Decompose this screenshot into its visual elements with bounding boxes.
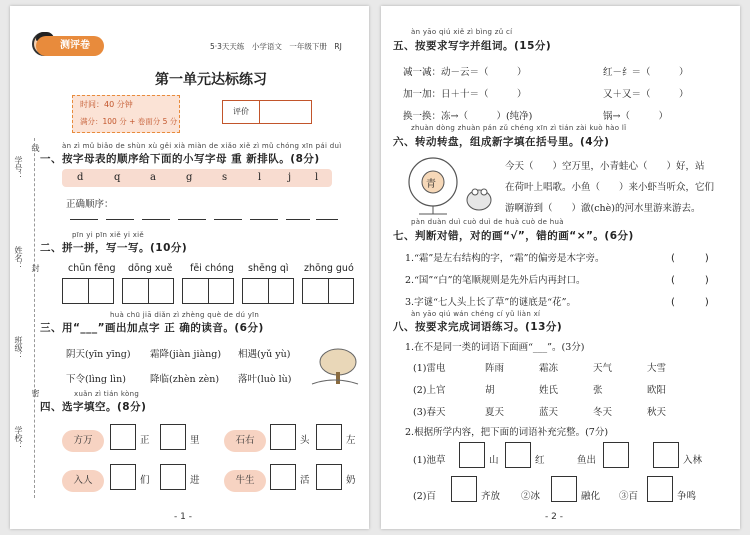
answer-line[interactable]	[286, 219, 310, 220]
q7-pinyin: pàn duàn duì cuò duì de huà cuò de huà	[411, 218, 564, 226]
pinyin-word-4: shēng qì	[248, 263, 289, 274]
answer-line[interactable]	[316, 219, 338, 220]
writing-box[interactable]	[302, 278, 354, 304]
writing-box[interactable]	[62, 278, 114, 304]
q4-title: 四、选字填空。(8分)	[40, 401, 147, 413]
q7-title: 七、判断对错，对的画“√”，错的画“×”。(6分)	[393, 230, 634, 242]
fill-box[interactable]	[505, 442, 531, 468]
letter-2: q	[114, 172, 121, 183]
char-5: 们	[140, 475, 150, 486]
word-r2-2[interactable]: 胡	[485, 385, 495, 396]
letter-3: a	[150, 172, 156, 183]
fill-text-4: 鱼出	[577, 455, 597, 466]
side-label-name: 姓名：	[14, 246, 23, 270]
fill-box[interactable]	[603, 442, 629, 468]
writing-box[interactable]	[242, 278, 294, 304]
side-label-id: 学号：	[14, 156, 23, 180]
binding-line	[34, 138, 35, 498]
q7-item-3: 3.字谜“七人头上长了草”的谜底是“花”。	[405, 297, 576, 308]
word-r3-2[interactable]: 夏天	[485, 407, 505, 418]
judge-box[interactable]: ( )	[671, 253, 709, 264]
q6-line-1: 今天（ ）空万里，小青蛙心（ ）好，站	[505, 161, 705, 172]
choice-pair-1: 方万	[62, 430, 104, 452]
choice-pair-4: 牛生	[224, 470, 266, 492]
char-8: 奶	[346, 475, 356, 486]
letter-4: g	[186, 172, 193, 183]
word-r1-2[interactable]: 阵雨	[485, 363, 505, 374]
letter-6: l	[258, 172, 262, 183]
q7-item-1: 1.“霜”是左右结构的字，“霜”的偏旁是木字旁。	[405, 253, 605, 264]
char-7: 活	[300, 475, 310, 486]
word-r2-4[interactable]: 张	[593, 385, 603, 396]
q6-line-3: 游啊游到（ ）澈(chè)的河水里游来游去。	[505, 203, 701, 214]
wheel-center-char: 青	[426, 179, 436, 190]
fill-text-2: 山	[489, 455, 499, 466]
fill-box[interactable]	[316, 424, 342, 450]
choice-pair-3: 入人	[62, 470, 104, 492]
wheel-illustration	[399, 152, 499, 218]
answer-line[interactable]	[106, 219, 134, 220]
answer-line[interactable]	[178, 219, 206, 220]
char-6: 进	[190, 475, 200, 486]
letter-7: j	[288, 172, 292, 183]
judge-box[interactable]: ( )	[671, 275, 709, 286]
word-r2-5[interactable]: 欧阳	[647, 385, 667, 396]
side-mark-1: 线	[31, 144, 40, 152]
side-mark-2: 封	[31, 264, 40, 272]
side-label-school: 学校：	[14, 426, 23, 450]
q5-row-3: 加一加：日＋十＝（ ）	[403, 89, 527, 100]
eval-box	[222, 100, 312, 124]
page-number: - 1 -	[174, 512, 192, 522]
q5-title: 五、按要求写字并组词。(15分)	[393, 40, 552, 52]
q1-title: 一、按字母表的顺序给下面的小写字母 重 新排队。(8分)	[40, 153, 320, 165]
q2-pinyin: pīn yi pīn xiě yi xiě	[72, 231, 145, 239]
q8-title: 八、按要求完成词语练习。(13分)	[393, 321, 563, 333]
answer-line[interactable]	[70, 219, 98, 220]
fill-box[interactable]	[110, 424, 136, 450]
char-4: 左	[346, 435, 356, 446]
judge-box[interactable]: ( )	[671, 297, 709, 308]
char-1: 正	[140, 435, 150, 446]
q5-row-4: 又＋又＝（ ）	[603, 89, 689, 100]
word-r1-5[interactable]: 大雪	[647, 363, 667, 374]
eval-label: 评价	[223, 101, 260, 123]
writing-box[interactable]	[122, 278, 174, 304]
word-r3-5[interactable]: 秋天	[647, 407, 667, 418]
word-r1-3[interactable]: 霜冻	[539, 363, 559, 374]
word-r1-1[interactable]: (1)雷电	[413, 363, 446, 374]
answer-line[interactable]	[214, 219, 242, 220]
right-page	[381, 6, 740, 529]
q6-pinyin: zhuàn dòng zhuàn pán zǔ chéng xīn zì tián zài kuò hào lǐ	[411, 124, 627, 132]
word-r3-4[interactable]: 冬天	[593, 407, 613, 418]
page-number: - 2 -	[545, 512, 563, 522]
reading-item-1[interactable]: 阴天(yīn yīng)	[66, 349, 131, 360]
fill-text-3: 红	[535, 455, 545, 466]
score-label: 满分：100 分 + 卷面分 5 分	[80, 117, 178, 126]
q5-row-5: 换一换：冻→（ ）(纯净)	[403, 111, 533, 122]
fill-box[interactable]	[270, 464, 296, 490]
choice-pair-2: 石右	[224, 430, 266, 452]
char-3: 头	[300, 435, 310, 446]
fill-box[interactable]	[270, 424, 296, 450]
fill-text-11: 争鸣	[677, 491, 697, 502]
fill-text-8: ②冰	[521, 491, 541, 502]
char-2: 里	[190, 435, 200, 446]
reading-item-6[interactable]: 落叶(luò lù)	[238, 374, 292, 385]
answer-line[interactable]	[250, 219, 278, 220]
word-r1-4[interactable]: 天气	[593, 363, 613, 374]
test-badge: 测评卷	[36, 36, 104, 56]
reading-item-3[interactable]: 相遇(yǔ yù)	[238, 349, 291, 360]
word-r2-1[interactable]: (2)上官	[413, 385, 446, 396]
reading-item-4[interactable]: 下令(lìng lìn)	[66, 374, 126, 385]
reading-item-2[interactable]: 霜降(jiàn jiàng)	[150, 349, 222, 360]
time-label: 时间：40 分钟	[80, 100, 133, 109]
q3-pinyin: huà chū jiā diǎn zì zhèng què de dú yīn	[110, 311, 260, 319]
fill-box[interactable]	[316, 464, 342, 490]
letter-1: d	[77, 172, 84, 183]
q6-title: 六、转动转盘，组成新字填在括号里。(4分)	[393, 136, 610, 148]
letter-bar	[62, 169, 332, 187]
reading-item-5[interactable]: 降临(zhèn zèn)	[150, 374, 220, 385]
side-mark-3: 密	[31, 389, 40, 397]
q5-row-1: 减一减：动－云＝（ ）	[403, 67, 527, 78]
answer-line[interactable]	[142, 219, 170, 220]
pinyin-word-3: fēi chóng	[190, 263, 234, 274]
page-title: 第一单元达标练习	[155, 72, 267, 88]
side-label-class: 班级：	[14, 336, 23, 360]
series-label: 5·3天天练 小学语文 一年级下册 RJ	[210, 42, 342, 51]
fill-box[interactable]	[110, 464, 136, 490]
fill-text-9: 融化	[581, 491, 601, 502]
word-r2-3[interactable]: 姓氏	[539, 385, 559, 396]
fill-text-6: (2)百	[413, 491, 436, 502]
q6-line-2: 在荷叶上唱歌。小鱼（ ）来小虾当听众，它们	[505, 182, 715, 193]
pinyin-word-1: chūn fēng	[68, 263, 116, 274]
q4-pinyin: xuǎn zì tián kòng	[74, 390, 140, 398]
q5-row-6: 锅→（ ）	[603, 111, 668, 122]
order-label: 正确顺序：	[66, 199, 114, 210]
fill-box[interactable]	[653, 442, 679, 468]
q3-title: 三、用“___”画出加点字 正 确的读音。(6分)	[40, 322, 264, 334]
q8-sub-2: 2.根据所学内容，把下面的词语补充完整。(7分)	[405, 427, 609, 438]
q5-row-2: 红－纟＝（ ）	[603, 67, 689, 78]
fill-box[interactable]	[647, 476, 673, 502]
q8-sub-1: 1.在不是同一类的词语下面画“___”。(3分)	[405, 342, 585, 353]
fill-box[interactable]	[160, 424, 186, 450]
letter-8: l	[315, 172, 319, 183]
q8-pinyin: àn yāo qiú wán chéng cí yǔ liàn xí	[411, 310, 541, 318]
fill-text-7: 齐放	[481, 491, 501, 502]
q7-item-2: 2.“国”“白”的笔顺规则是先外后内再封口。	[405, 275, 586, 286]
fill-box[interactable]	[551, 476, 577, 502]
word-r3-1[interactable]: (3)春天	[413, 407, 446, 418]
letter-5: s	[222, 172, 228, 183]
q2-title: 二、拼一拼，写一写。(10分)	[40, 242, 188, 254]
q1-pinyin: àn zì mǔ biǎo de shùn xù gěi xià miàn de xiǎo xiě zì mǔ chóng xīn pái duì	[62, 142, 342, 150]
pinyin-word-2: dōng xuě	[128, 263, 173, 274]
word-r3-3[interactable]: 蓝天	[539, 407, 559, 418]
fill-box[interactable]	[459, 442, 485, 468]
pinyin-word-5: zhōng guó	[304, 263, 354, 274]
tree-illustration	[308, 346, 360, 388]
left-page	[10, 6, 369, 529]
fill-text-5: 入林	[683, 455, 703, 466]
writing-box[interactable]	[182, 278, 234, 304]
fill-text-1: (1)池草	[413, 455, 446, 466]
fill-box[interactable]	[451, 476, 477, 502]
q5-pinyin: àn yāo qiú xiě zì bìng zǔ cí	[411, 28, 513, 36]
fill-box[interactable]	[160, 464, 186, 490]
fill-text-10: ③百	[619, 491, 639, 502]
